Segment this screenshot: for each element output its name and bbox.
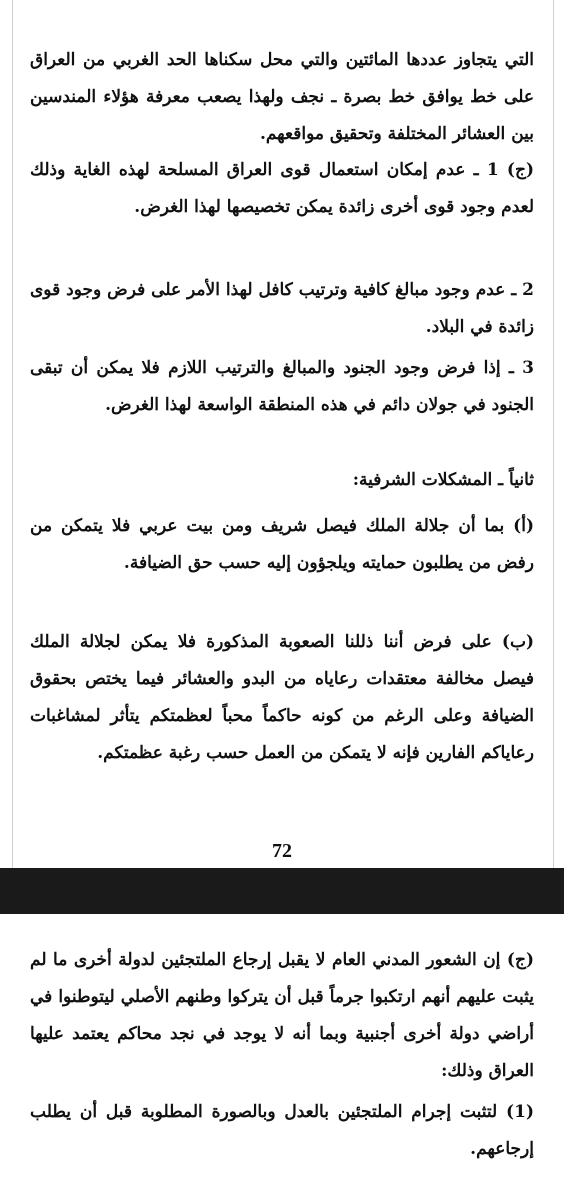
paragraph-c-3: 3 ـ إذا فرض وجود الجنود والمبالغ والترتيب اللازم فلا يمكن أن تبقى الجنود في جولان دائم في هذه المنطقة الواسعة لهذا الغرض. bbox=[30, 358, 534, 415]
page-number: 72 bbox=[272, 840, 292, 862]
paragraph-item-1: (1) لتثبت إجرام الملتجئين بالعدل وبالصورة المطلوبة قبل أن يطلب إرجاعهم. bbox=[30, 1102, 534, 1159]
section-heading-second: ثانياً ـ المشكلات الشرفية: bbox=[352, 470, 534, 490]
paragraph-intro: التي يتجاوز عددها المائتين والتي محل سكناها الحد الغربي من العراق على خط يوافق خط بصرة ـ نجف ولهذا يصعب معرفة هؤلاء المندسين بين العشائر المختلفة وتحقيق مواقعهم. bbox=[30, 50, 534, 144]
paragraph-a: (أ) بما أن جلالة الملك فيصل شريف ومن بيت عربي فلا يتمكن من رفض من يطلبون حمايته ويلجؤون إليه حسب حق الضيافة. bbox=[30, 516, 534, 573]
document-page-lower bbox=[0, 914, 564, 1200]
paragraph-b: (ب) على فرض أننا ذللنا الصعوبة المذكورة فلا يمكن لجلالة الملك فيصل مخالفة معتقدات رعاياه من البدو والعشائر فيما يختص بحقوق الضيافة وعلى الرغم من كونه حاكماً محباً لعظمتكم يتأثر لمشاغبات رعاياكم الفارين فإنه لا يتمكن من العمل حسب رغبة عظمتكم. bbox=[30, 632, 534, 763]
page-separator bbox=[0, 868, 564, 914]
paragraph-c-2: 2 ـ عدم وجود مبالغ كافية وترتيب كافل لهذا الأمر على فرض وجود قوى زائدة في البلاد. bbox=[30, 280, 534, 337]
paragraph-c-1: (ج) 1 ـ عدم إمكان استعمال قوى العراق المسلحة لهذه الغاية وذلك لعدم وجود قوى أخرى زائدة يمكن تخصيصها لهذا الغرض. bbox=[30, 160, 534, 217]
paragraph-c-citizenship: (ج) إن الشعور المدني العام لا يقبل إرجاع الملتجئين لدولة أخرى ما لم يثبت عليهم أنهم ارتكبوا جرماً قبل أن يتركوا وطنهم الأصلي ليتوطنوا في أراضي دولة أخرى أجنبية وبما أنه لا يوجد في نجد محاكم يعتمد عليها العراق وذلك: bbox=[30, 950, 534, 1081]
